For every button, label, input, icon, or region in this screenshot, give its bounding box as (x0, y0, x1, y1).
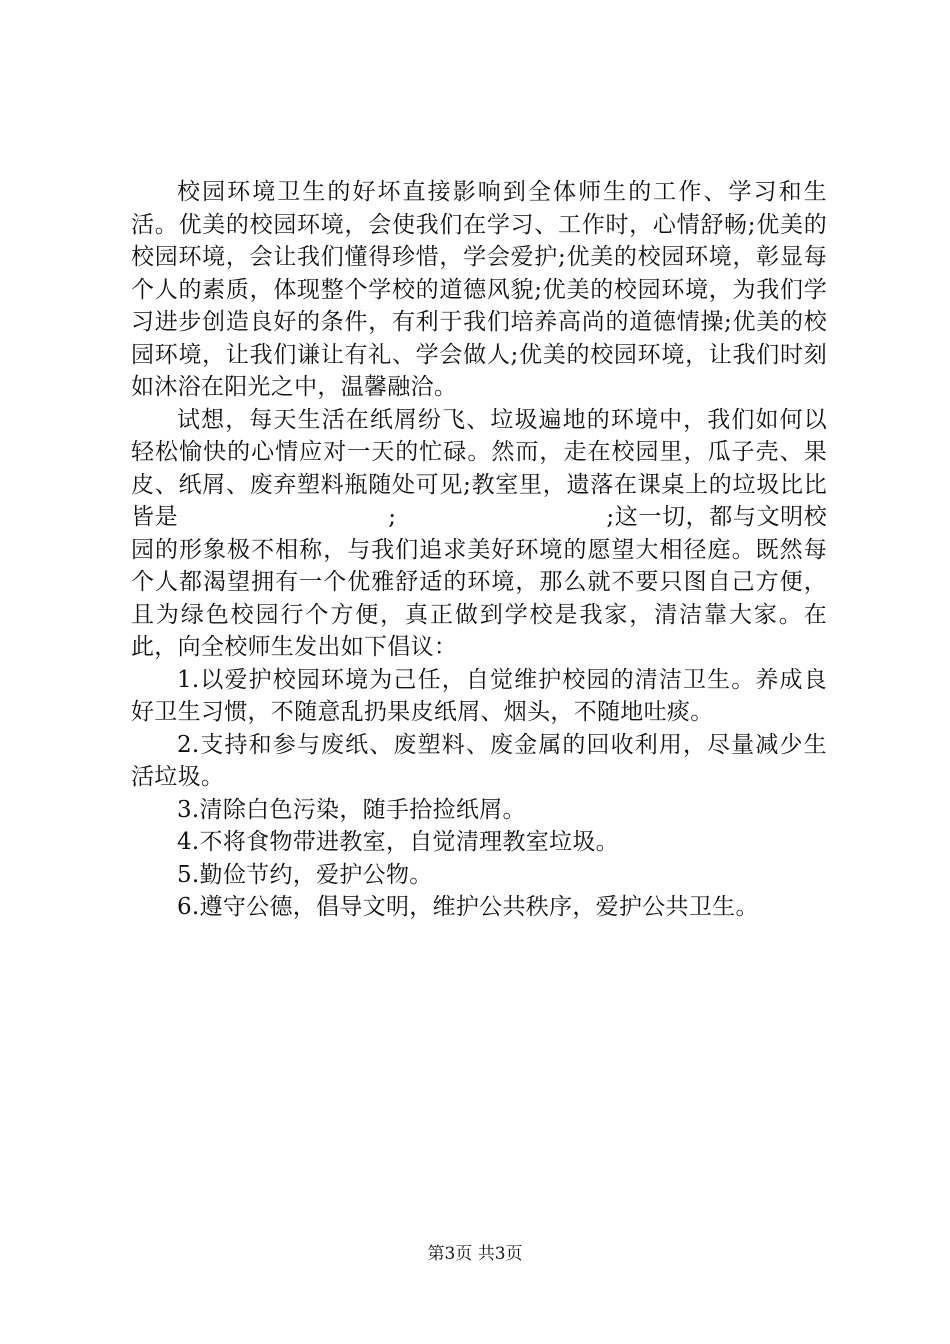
proposal-item-3: 3.清除白色污染，随手拾捡纸屑。 (177, 796, 526, 823)
document-body (131, 176, 827, 924)
proposal-item-1: 1.以爱护校园环境为己任，自觉维护校园的清洁卫生。养成良好卫生习惯，不随意乱扔果皮纸屑、烟头，不随地吐痰。 (131, 666, 827, 725)
paragraph-appeal-part-1: 试想，每天生活在纸屑纷飞、垃圾遍地的环境中，我们如何以轻松愉快的心情应对一天的忙碌。然而，走在校园里，瓜子壳、果皮、纸屑、废弃塑料瓶随处可见;教室里，遗落在课桌上的垃圾比比皆是 (131, 406, 827, 530)
separator-2: ; (606, 504, 615, 530)
proposal-item-6: 6.遵守公德，倡导文明，维护公共秩序，爱护公共卫生。 (177, 894, 759, 920)
proposal-item-5: 5.勤俭节约，爱护公物。 (177, 861, 433, 888)
paragraph-intro: 校园环境卫生的好坏直接影响到全体师生的工作、学习和生活。优美的校园环境，会使我们在学习、工作时，心情舒畅;优美的校园环境，会让我们懂得珍惜，学会爱护;优美的校园环境，彰显每个人的素质，体现整个学校的道德风貌;优美的校园环境，为我们学习进步创造良好的条件，有利于我们培养高尚的道德情操;优美的校园环境，让我们谦让有礼、学会做人;优美的校园环境，让我们时刻如沐浴在阳光之中，温馨融洽。 (131, 179, 827, 400)
paragraph-appeal (131, 404, 827, 664)
separator-1: ; (388, 504, 397, 530)
page-footer: 第3页 共3页 (427, 1244, 523, 1264)
paragraph-appeal-part-2: 这一切，都与文明校园的形象极不相称，与我们追求美好环境的愿望大相径庭。既然每个人都渴望拥有一个优雅舒适的环境，那么就不要只图自己方便，且为绿色校园行个方便，真正做到学校是我家，清洁靠大家。在此，向全校师生发出如下倡议： (131, 504, 827, 660)
proposal-item-2: 2.支持和参与废纸、废塑料、废金属的回收利用，尽量减少生活垃圾。 (131, 731, 827, 790)
proposal-item-4: 4.不将食物带进教室，自觉清理教室垃圾。 (177, 829, 619, 855)
